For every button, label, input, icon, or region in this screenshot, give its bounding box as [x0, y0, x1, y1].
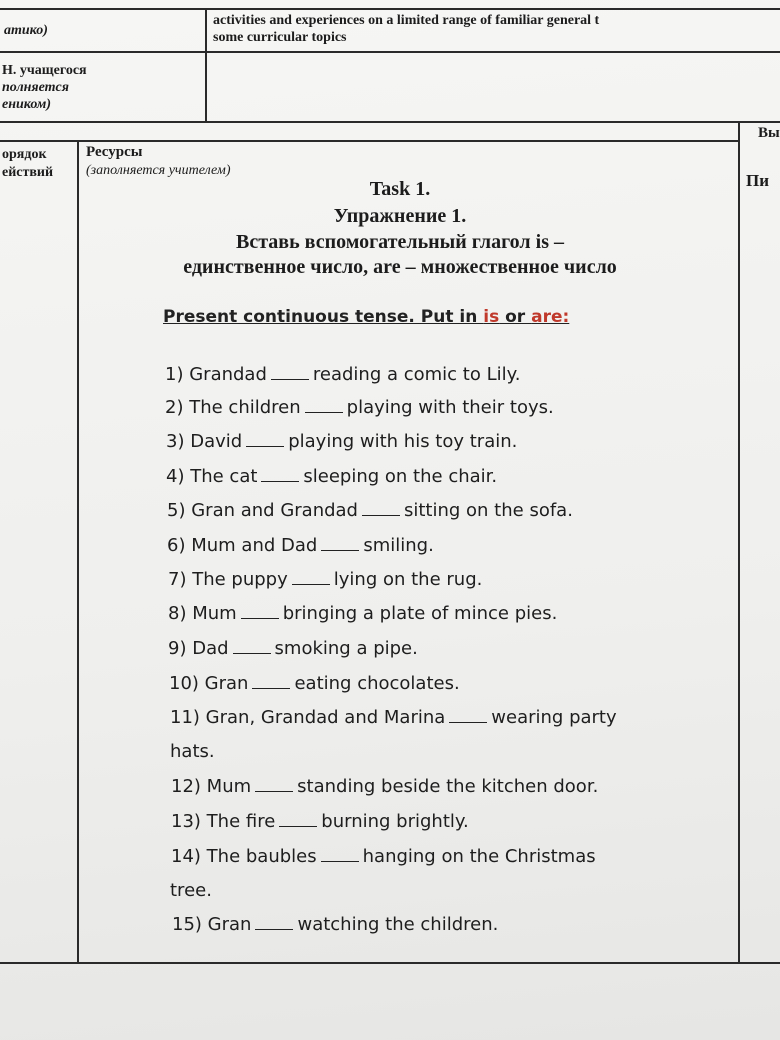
answer-blank[interactable] — [362, 501, 400, 516]
item-subject: David — [190, 431, 243, 452]
exercise-item — [171, 776, 598, 797]
item-predicate: lying on the rug. — [333, 569, 483, 590]
table-border-row1 — [0, 51, 780, 53]
item-predicate: reading a comic to Lily. — [312, 364, 521, 385]
item-subject: The cat — [190, 466, 258, 487]
answer-blank[interactable] — [271, 365, 309, 380]
table-border-bottom — [0, 962, 780, 964]
exercise-item — [169, 673, 460, 694]
header-row1-right-line2: some curricular topics — [213, 30, 347, 45]
exercise-item — [165, 397, 554, 418]
instruction-line1: Вставь вспомогательный глагол is – — [236, 231, 564, 253]
item-number: 7) — [168, 569, 187, 590]
exercise-item — [167, 535, 434, 556]
exercise-item — [168, 569, 482, 590]
column-resources-label: Ресурсы — [86, 144, 143, 160]
item-subject: Gran — [204, 673, 249, 694]
table-border-top — [0, 8, 780, 10]
column-order-label-line2: ействий — [2, 165, 54, 180]
answer-blank[interactable] — [321, 847, 359, 862]
header-row2-left-line3: еником) — [2, 97, 52, 112]
item-number: 14) — [171, 846, 201, 867]
table-col-divider-header — [205, 8, 207, 122]
item-subject: Gran — [207, 914, 252, 935]
item-predicate: playing with his toy train. — [288, 431, 518, 452]
item-number: 8) — [168, 603, 187, 624]
item-subject: Mum and Dad — [191, 535, 318, 556]
item-number: 12) — [171, 776, 201, 797]
exercise-item — [171, 811, 469, 832]
exercise-title: Упражнение 1. — [333, 205, 467, 227]
item-subject: The puppy — [192, 569, 288, 590]
exercise-item — [166, 431, 517, 452]
item-number: 13) — [171, 811, 201, 832]
answer-blank[interactable] — [292, 570, 330, 585]
exercise-item-continuation: hats. — [170, 741, 215, 762]
header-row1-right — [213, 12, 778, 46]
column-right-bottom-label: Пи — [746, 171, 770, 190]
column-resources-note: (заполняется учителем) — [86, 163, 231, 178]
subtitle-prefix: Present continuous tense. Put in — [163, 307, 484, 327]
item-number: 15) — [172, 914, 202, 935]
item-number: 5) — [167, 500, 186, 521]
item-subject: Mum — [192, 603, 237, 624]
item-predicate: watching the children. — [297, 914, 499, 935]
item-number: 10) — [169, 673, 199, 694]
item-predicate: smoking a pipe. — [274, 638, 418, 659]
item-number: 3) — [166, 431, 185, 452]
answer-blank[interactable] — [261, 467, 299, 482]
item-predicate: bringing a plate of mince pies. — [282, 603, 558, 624]
exercise-item — [168, 638, 418, 659]
header-row2-left-line2: полняется — [2, 80, 69, 95]
header-row1-left: атико) — [4, 23, 48, 38]
item-predicate: burning brightly. — [321, 811, 469, 832]
item-subject: Mum — [206, 776, 252, 797]
answer-blank[interactable] — [252, 674, 290, 689]
subtitle-is: is — [483, 307, 500, 327]
item-subject: The fire — [206, 811, 276, 832]
exercise-item — [171, 846, 596, 867]
header-row1-right-line1: activities and experiences on a limited range of familiar general t — [213, 13, 600, 28]
item-predicate: eating chocolates. — [294, 673, 460, 694]
exercise-item-continuation: tree. — [170, 880, 212, 901]
instruction-line2: единственное число, are – множественное число — [183, 256, 617, 278]
answer-blank[interactable] — [279, 812, 317, 827]
answer-blank[interactable] — [241, 604, 279, 619]
item-subject: The children — [189, 397, 301, 418]
answer-blank[interactable] — [305, 398, 343, 413]
answer-blank[interactable] — [321, 536, 359, 551]
answer-blank[interactable] — [233, 639, 271, 654]
item-number: 9) — [168, 638, 187, 659]
exercise-item — [165, 364, 520, 385]
answer-blank[interactable] — [246, 432, 284, 447]
answer-blank[interactable] — [255, 915, 293, 930]
item-subject: Gran, Grandad and Marina — [205, 707, 446, 728]
item-subject: Grandad — [189, 364, 267, 385]
item-predicate: hanging on the Christmas — [362, 846, 596, 867]
item-number: 1) — [165, 364, 184, 385]
answer-blank[interactable] — [449, 708, 487, 723]
exercise-subtitle — [163, 307, 569, 327]
item-predicate: standing beside the kitchen door. — [297, 776, 599, 797]
item-subject: Dad — [192, 638, 229, 659]
column-right-top-label: Вы — [758, 125, 780, 141]
exercise-item — [170, 707, 617, 728]
task-title: Task 1. — [369, 178, 431, 200]
item-number: 11) — [170, 707, 200, 728]
exercise-item — [167, 500, 573, 521]
table-border-row3 — [0, 140, 740, 142]
item-predicate: sitting on the sofa. — [403, 500, 573, 521]
item-subject: Gran and Grandad — [191, 500, 358, 521]
answer-blank[interactable] — [255, 777, 293, 792]
item-predicate: sleeping on the chair. — [303, 466, 498, 487]
item-predicate: wearing party — [491, 707, 617, 728]
exercise-item — [172, 914, 498, 935]
item-predicate: playing with their toys. — [346, 397, 554, 418]
item-number: 4) — [166, 466, 185, 487]
subtitle-are: are: — [531, 307, 570, 327]
table-border-row2 — [0, 121, 780, 123]
item-subject: The baubles — [206, 846, 317, 867]
item-predicate: smiling. — [363, 535, 434, 556]
subtitle-or: or — [499, 307, 532, 327]
column-order-label-line1: орядок — [2, 147, 47, 162]
header-row2-left-line1: Н. учащегося — [2, 63, 87, 78]
item-number: 2) — [165, 397, 184, 418]
item-number: 6) — [167, 535, 186, 556]
table-col-divider-right — [738, 121, 740, 962]
exercise-item — [168, 603, 557, 624]
exercise-item — [166, 466, 497, 487]
